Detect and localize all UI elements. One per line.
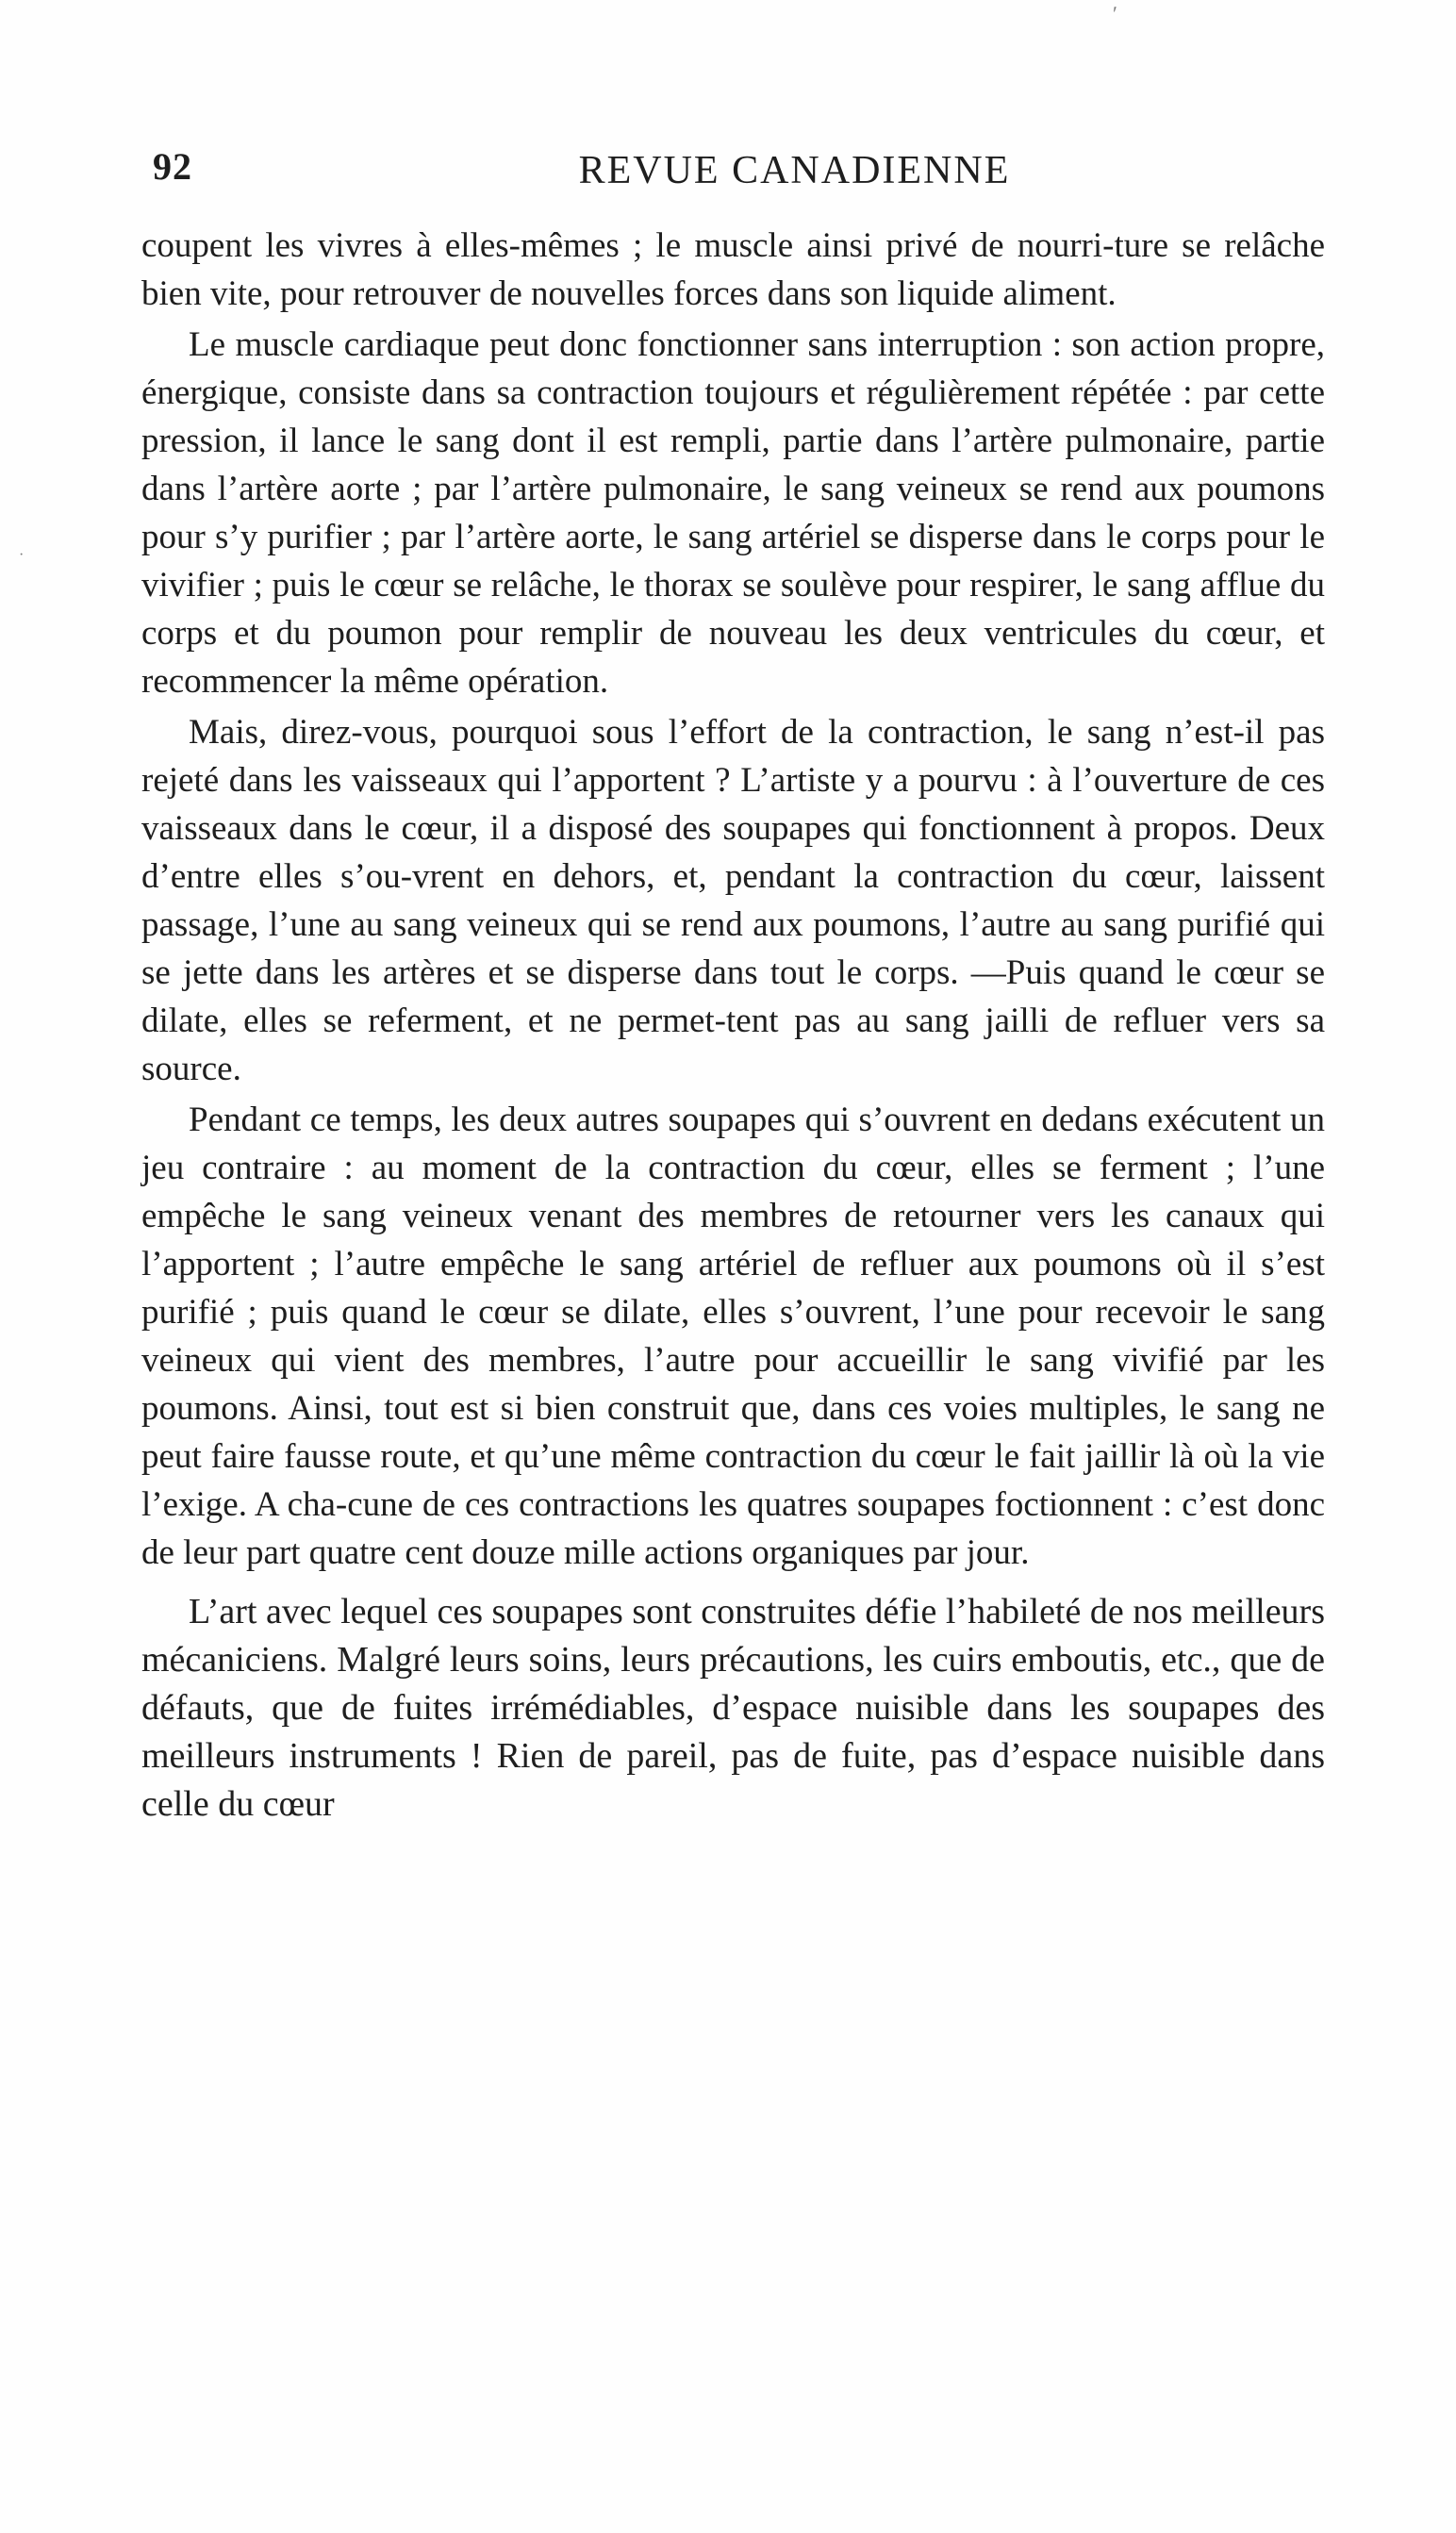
page-number: 92	[153, 145, 192, 188]
running-head	[141, 137, 1325, 203]
book-page	[141, 137, 1325, 1829]
paragraph-4: Pendant ce temps, les deux autres soupapes qui s’ouvrent en dedans exécutent un jeu contraire : au moment de la contraction du cœur, elles se ferment ; l’une empêche le sang veineux venant des membres de retourner vers les canaux qui l’apportent ; l’autre empêche le sang artériel de refluer aux poumons où il s’est purifié ; puis quand le cœur se dilate, elles s’ouvrent, l’une pour recevoir le sang veineux qui vient des membres, l’autre pour accueillir le sang vivifié par les poumons. Ainsi, tout est si bien construit que, dans ces voies multiples, le sang ne peut faire fausse route, et qu’une même contraction du cœur le fait jaillir là où la vie l’exige. A cha-cune de ces contractions les quatres soupapes foctionnent : c’est donc de leur part quatre cent douze mille actions organiques par jour.	[141, 1101, 1325, 1572]
body-text	[141, 222, 1325, 1829]
paragraph-5: L’art avec lequel ces soupapes sont construites défie l’habileté de nos meilleurs mécaniciens. Malgré leurs soins, leurs précautions, les cuirs emboutis, etc., que de défauts, que de fuites irrémédiables, d’espace nuisible dans les soupapes des meilleurs instruments ! Rien de pareil, pas de fuite, pas d’espace nuisible dans celle du cœur	[141, 1592, 1325, 1824]
paragraph-1: coupent les vivres à elles-mêmes ; le muscle ainsi privé de nourri-ture se relâche bien vite, pour retrouver de nouvelles forces dans son liquide aliment.	[141, 226, 1325, 313]
running-title: REVUE CANADIENNE	[578, 149, 1011, 192]
scan-speck-left: ·	[19, 547, 25, 563]
scan-speck-top: ʹ	[1113, 2, 1117, 25]
paragraph-3: Mais, direz-vous, pourquoi sous l’effort de la contraction, le sang n’est-il pas rejeté dans les vaisseaux qui l’apportent ? L’artiste y a pourvu : à l’ouverture de ces vaisseaux dans le cœur, il a disposé des soupapes qui fonctionnent à propos. Deux d’entre elles s’ou-vrent en dehors, et, pendant la contraction du cœur, laissent passage, l’une au sang veineux qui se rend aux poumons, l’autre au sang purifié qui se jette dans les artères et se disperse dans tout le corps. —Puis quand le cœur se dilate, elles se referment, et ne permet-tent pas au sang jailli de refluer vers sa source.	[141, 713, 1325, 1088]
paragraph-2: Le muscle cardiaque peut donc fonctionner sans interruption : son action propre, énergique, consiste dans sa contraction toujours et régulièrement répétée : par cette pression, il lance le sang dont il est rempli, partie dans l’artère pulmonaire, partie dans l’artère aorte ; par l’artère pulmonaire, le sang veineux se rend aux poumons pour s’y purifier ; par l’artère aorte, le sang artériel se disperse dans le corps pour le vivifier ; puis le cœur se relâche, le thorax se soulève pour respirer, le sang afflue du corps et du poumon pour remplir de nouveau les deux ventricules du cœur, et recommencer la même opération.	[141, 325, 1325, 701]
